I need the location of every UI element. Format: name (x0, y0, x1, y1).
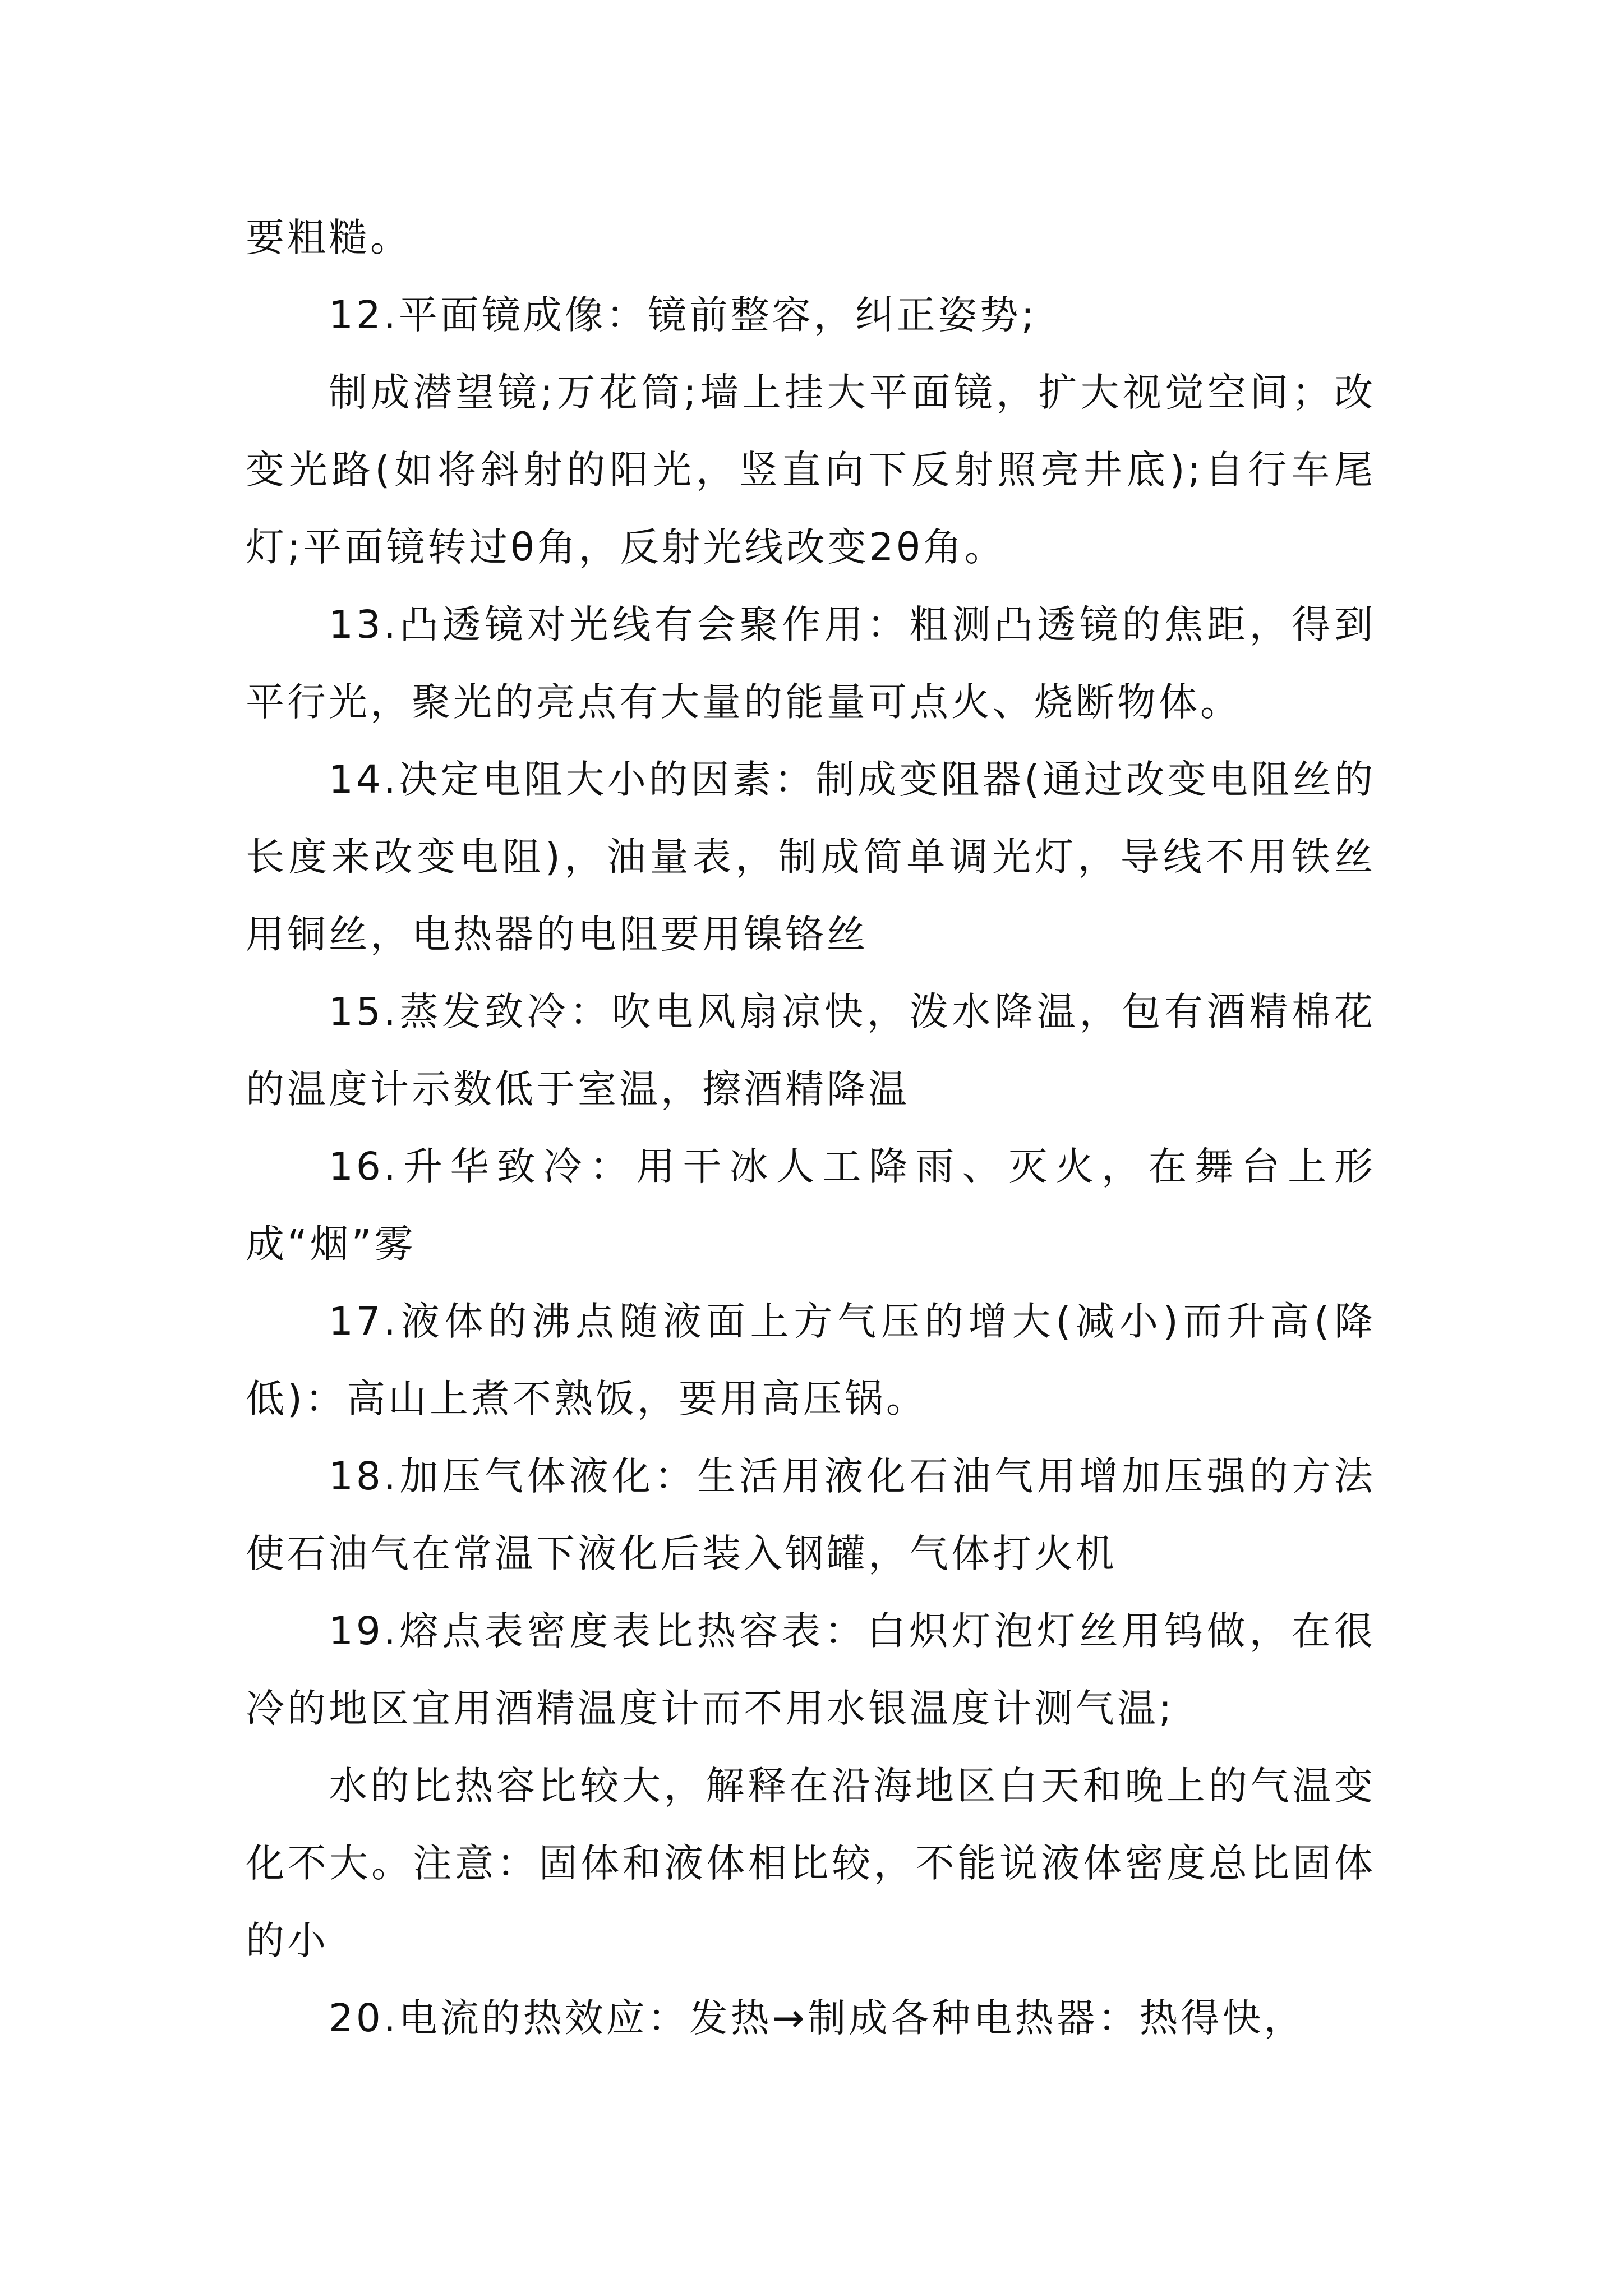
paragraph-item-14: 14.决定电阻大小的因素：制成变阻器(通过改变电阻丝的长度来改变电阻)，油量表，制成简单调光灯，导线不用铁丝用铜丝，电热器的电阻要用镍铬丝 (246, 757, 1376, 957)
paragraph-item-19: 19.熔点表密度表比热容表：白炽灯泡灯丝用钨做，在很冷的地区宜用酒精温度计而不用水银温度计测气温; (246, 1609, 1376, 1731)
paragraph-item-18: 18.加压气体液化：生活用液化石油气用增加压强的方法使石油气在常温下液化后装入钢罐，气体打火机 (246, 1454, 1376, 1576)
paragraph-continuation: 要粗糙。 (246, 215, 412, 260)
document-body (246, 199, 1376, 2057)
paragraph-item-12-applications: 制成潜望镜;万花筒;墙上挂大平面镜，扩大视觉空间；改变光路(如将斜射的阳光，竖直向下反射照亮井底);自行车尾灯;平面镜转过θ角，反射光线改变2θ角。 (246, 370, 1376, 570)
paragraph-item-20: 20.电流的热效应：发热→制成各种电热器：热得快， (329, 1996, 1306, 2041)
paragraph-item-16: 16.升华致冷：用干冰人工降雨、灭火，在舞台上形成“烟”雾 (246, 1144, 1376, 1267)
paragraph-item-17: 17.液体的沸点随液面上方气压的增大(减小)而升高(降低)：高山上煮不熟饭，要用高压锅。 (246, 1299, 1376, 1421)
paragraph-item-12: 12.平面镜成像：镜前整容，纠正姿势; (329, 293, 1037, 338)
paragraph-item-15: 15.蒸发致冷：吹电风扇凉快，泼水降温，包有酒精棉花的温度计示数低于室温，擦酒精降温 (246, 990, 1376, 1112)
paragraph-item-13: 13.凸透镜对光线有会聚作用：粗测凸透镜的焦距，得到平行光，聚光的亮点有大量的能量可点火、烧断物体。 (246, 602, 1376, 725)
paragraph-item-19-note: 水的比热容比较大，解释在沿海地区白天和晚上的气温变化不大。注意：固体和液体相比较，不能说液体密度总比固体的小 (246, 1764, 1376, 1963)
